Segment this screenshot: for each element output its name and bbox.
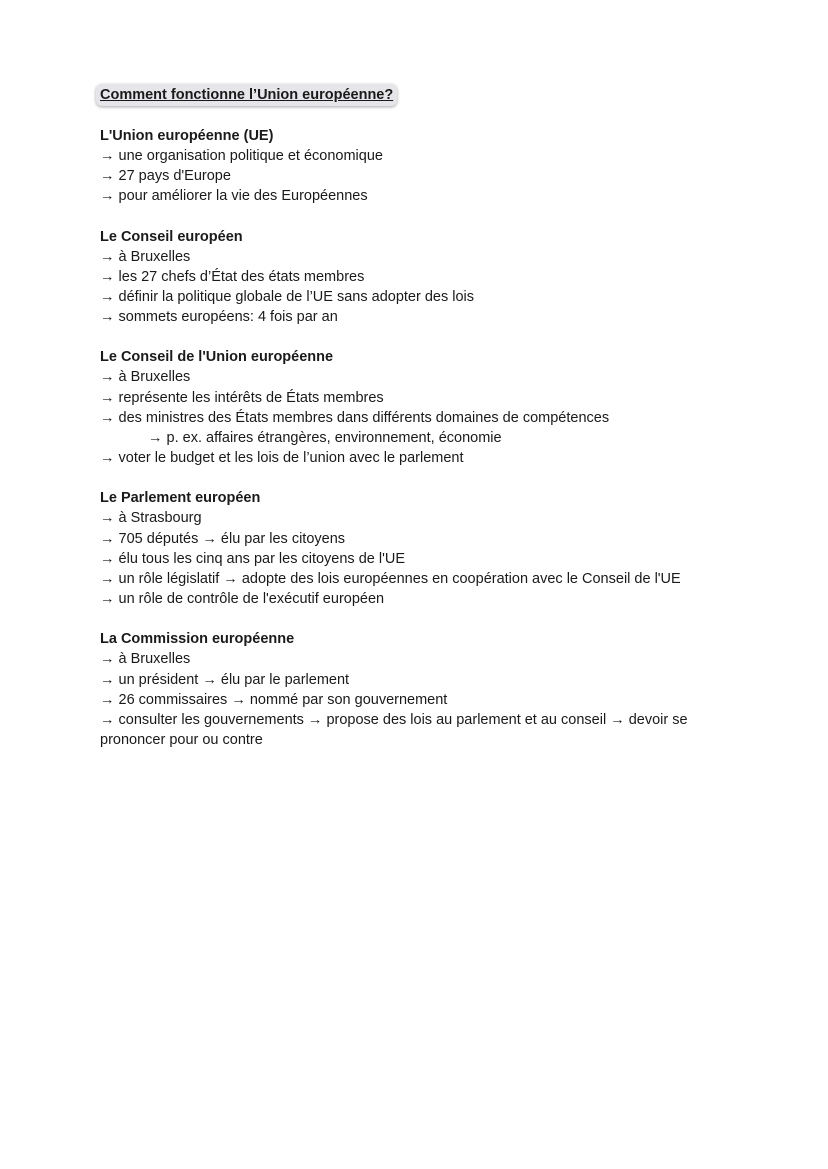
list-item: → pour améliorer la vie des Européennes — [100, 188, 368, 205]
list-item: → un président → élu par le parlement — [100, 671, 350, 688]
list-item: → sommets européens: 4 fois par an — [100, 309, 338, 326]
list-item: → 27 pays d'Europe — [100, 168, 231, 185]
list-item: → une organisation politique et économique — [100, 148, 383, 164]
list-item: → 26 commissaires → nommé par son gouvernement — [100, 691, 448, 708]
section-heading: Le Conseil de l'Union européenne — [100, 349, 334, 366]
title-highlight — [96, 84, 397, 106]
list-item: → à Bruxelles — [100, 369, 191, 386]
section-conseil-europeen — [100, 227, 740, 328]
section-union-europeenne — [100, 126, 740, 207]
section-heading: L'Union européenne (UE) — [100, 128, 274, 144]
list-item: → voter le budget et les lois de l’union avec le parlement — [100, 450, 464, 467]
list-item: → définir la politique globale de l’UE sans adopter des lois — [100, 289, 474, 306]
list-item: → un rôle législatif → adopte des lois européennes en coopération avec le Conseil de l'UE — [100, 571, 681, 588]
document-page — [100, 84, 740, 750]
section-parlement — [100, 488, 740, 609]
list-item: → à Bruxelles — [100, 248, 191, 265]
list-subitem: → p. ex. affaires étrangères, environnement, économie — [148, 430, 502, 447]
section-heading: Le Parlement européen — [100, 490, 261, 507]
page-title: Comment fonctionne l’Union européenne? — [100, 87, 394, 103]
list-item: → les 27 chefs d’État des états membres — [100, 268, 365, 285]
section-commission — [100, 629, 740, 750]
list-item: → à Bruxelles — [100, 651, 191, 668]
list-item: → des ministres des États membres dans différents domaines de compétences — [100, 409, 610, 426]
section-heading: La Commission européenne — [100, 631, 295, 648]
section-conseil-union — [100, 347, 740, 468]
section-heading: Le Conseil européen — [100, 228, 243, 245]
list-item: → consulter les gouvernements → propose des lois au parlement et au conseil → devoir se prononcer pour ou contre — [100, 712, 692, 749]
list-item: → élu tous les cinq ans par les citoyens de l'UE — [100, 550, 406, 567]
list-item: → représente les intérêts de États membres — [100, 389, 384, 406]
list-item: → à Strasbourg — [100, 510, 202, 527]
list-item: → un rôle de contrôle de l'exécutif européen — [100, 591, 385, 608]
list-item: → 705 députés → élu par les citoyens — [100, 530, 346, 547]
